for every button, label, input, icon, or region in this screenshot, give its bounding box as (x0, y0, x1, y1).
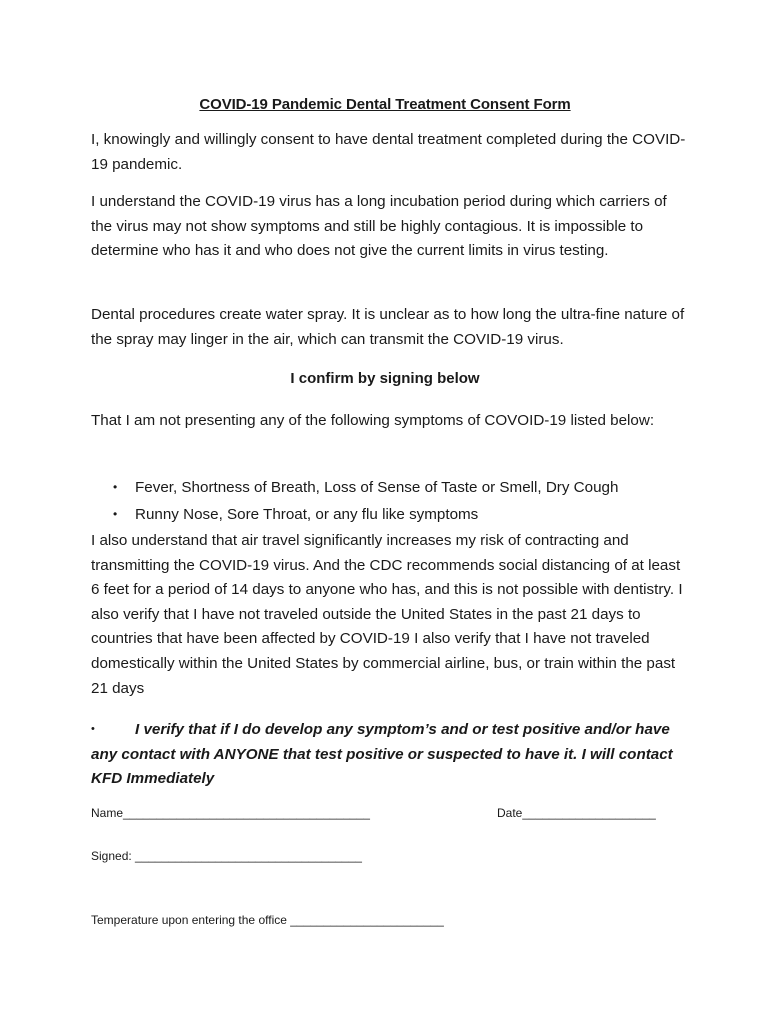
symptom-text: Fever, Shortness of Breath, Loss of Sense of Taste or Smell, Dry Cough (135, 479, 619, 496)
symptoms-intro-paragraph: That I am not presenting any of the following symptoms of COVOID-19 listed below: (91, 412, 655, 429)
form-title: COVID-19 Pandemic Dental Treatment Consent Form (199, 96, 571, 113)
verify-text: I verify that if I do develop any symptom’s and or test positive and/or have any contact with ANYONE that test positive or suspected to have it. I will contact KFD Immediately (91, 721, 673, 788)
bullet-icon: • (113, 507, 118, 521)
bullet-icon: • (91, 723, 95, 735)
date-field[interactable]: Date____________________ (497, 806, 656, 820)
signature-field[interactable]: Signed: __________________________________ (91, 849, 362, 863)
travel-paragraph: I also understand that air travel significantly increases my risk of contracting and transmitting the COVID-19 virus. And the CDC recommends social distancing of at least 6 feet for a period of 14 days to anyone who has, and this is not possible with dentistry. I also verify that I have not traveled outside the United States in the past 21 days to countries that have been affected by COVID-19 I also verify that I have not traveled domestically within the United States by commercial airline, bus, or train within the past 21 days (91, 532, 683, 697)
name-field[interactable]: Name_____________________________________ (91, 806, 370, 820)
verify-statement (91, 717, 691, 792)
consent-paragraph: I, knowingly and willingly consent to have dental treatment completed during the COVID-19 pandemic. (91, 131, 686, 173)
temperature-field[interactable]: Temperature upon entering the office _______________________ (91, 913, 444, 927)
confirm-heading: I confirm by signing below (290, 370, 480, 387)
incubation-paragraph: I understand the COVID-19 virus has a long incubation period during which carriers of the virus may not show symptoms and still be highly contagious. It is impossible to determine who has it and who does not give the current limits in virus testing. (91, 193, 667, 260)
symptom-text: Runny Nose, Sore Throat, or any flu like symptoms (135, 506, 479, 523)
water-spray-paragraph: Dental procedures create water spray. It is unclear as to how long the ultra-fine nature of the spray may linger in the air, which can transmit the COVID-19 virus. (91, 306, 685, 348)
symptom-list (91, 474, 691, 528)
list-item (91, 474, 691, 501)
bullet-icon: • (113, 480, 118, 494)
list-item (91, 501, 691, 528)
